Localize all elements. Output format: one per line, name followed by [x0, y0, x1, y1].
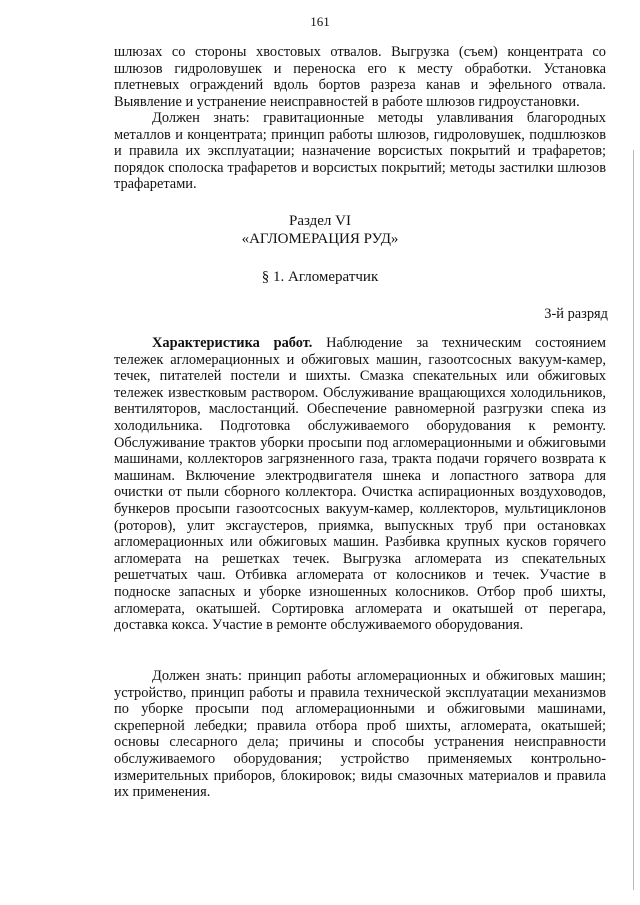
characteristic-label: Характеристика работ. [152, 335, 313, 351]
intro-must-know-paragraph [114, 110, 606, 193]
characteristic-text: Наблюдение за техническим состоянием тележек агломерационных и обжиговых машин, газоотсосных вакуум-камер, течек, питателей постели и шихты. Смазка спекательных или обжиговых тележек известковым раствором. Обслуживание вращающихся холодильников, вентиляторов, маслостанций. Обеспечение равномерной разгрузки спека из холодильника. Подготовка обслуживаемого оборудования к ремонту. Обслуживание трактов уборки просыпи под агломерационными и обжиговыми машинами, коллекторов загрязненного газа, тракта подачи горячего возврата к машинам. Включение электродвигателя шнека и лопастного затвора для очистки от пыли сборного коллектора. Очистка аспирационных воздуховодов, бункеров просыпи газоотсосных вакуум-камер, коллекторов, мультициклонов (роторов), улит эксгаустеров, приямка, выпускных труб при остановках агломерационных или обжиговых машин. Разбивка крупных кусков горячего агломерата на решетках течек. Выгрузка агломерата из спекательных решетчатых чаш. Отбивка агломерата от колосников и течек. Участие в подноске запасных и уборке изношенных колосников. Отбор проб шихты, агломерата, окатышей. Сортировка агломерата и окатышей от перегара, доставка кокса. Участие в ремонте обслуживаемого оборудования. [114, 335, 606, 634]
profession-heading: § 1. Агломератчик [261, 269, 379, 285]
must-know-label: Должен знать: [152, 110, 250, 126]
section-heading [0, 212, 640, 248]
section-number: Раздел VI [288, 213, 351, 229]
grade-label: 3-й разряд [544, 306, 608, 322]
knowledge-paragraph [114, 668, 606, 801]
must-know-text: гравитационные методы улавливания благородных металлов и концентрата; принцип работы шлюзов, гидроловушек, подшлюзков и правила их эксплуатации; назначение ворсистых покрытий и трафаретов; порядок сполоска трафаретов и ворсистых покрытий; методы застилки шлюзов трафаретами. [114, 110, 606, 193]
knowledge-text: принцип работы агломерационных и обжиговых машин; устройство, принцип работы и правила технической эксплуатации механизмов по уборке просыпи под агломерационными и обжиговыми машинами, скреперной лебедки; правила отбора проб шихты, агломерата, окатышей; основы слесарного дела; причины и способы устранения неисправности обслуживаемого оборудования; устройство применяемых контрольно-измерительных приборов, блокировок; виды смазочных материалов и правила их применения. [114, 668, 606, 801]
scan-edge-line [633, 150, 634, 890]
intro-paragraph: шлюзах со стороны хвостовых отвалов. Выгрузка (съем) концентрата со шлюзов гидроловушек и переноска его к месту обработки. Установка плетневых ограждений вдоль бортов разреза канав и эфельного отвала. Выявление и устранение неисправностей в работе шлюзов гидроустановки. [114, 44, 606, 110]
section-title: «АГЛОМЕРАЦИЯ РУД» [241, 231, 399, 247]
page-number: 161 [310, 14, 330, 29]
knowledge-label: Должен знать: [152, 668, 242, 684]
characteristic-paragraph [114, 335, 606, 634]
